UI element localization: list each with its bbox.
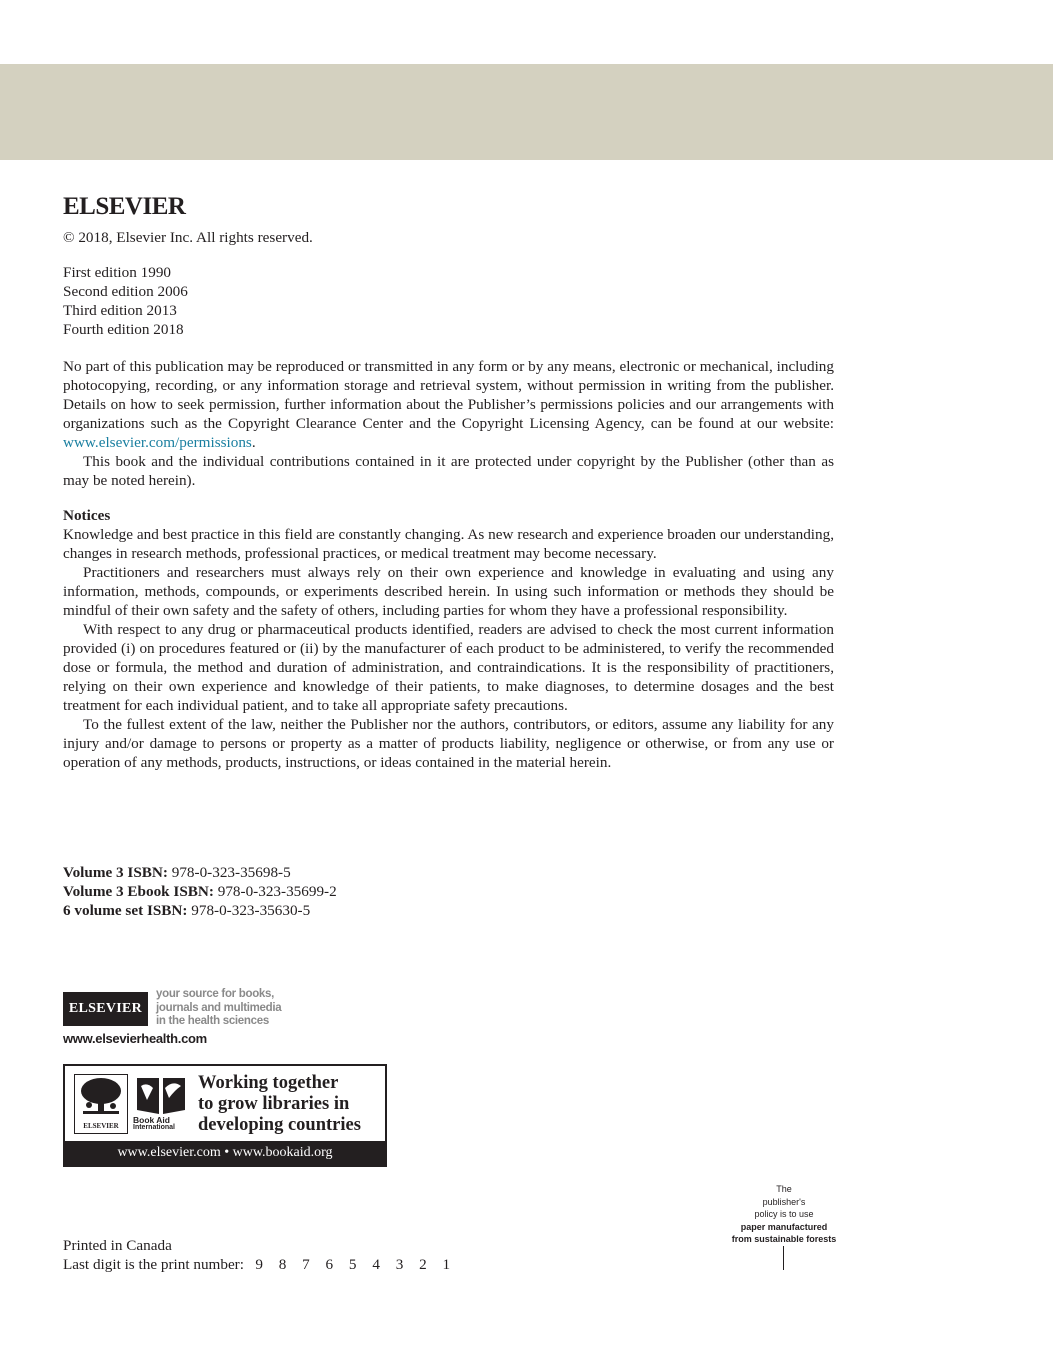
tagline-line: journals and multimedia (156, 1001, 282, 1014)
copyright-line: © 2018, Elsevier Inc. All rights reserved. (63, 229, 313, 246)
rights-text: No part of this publication may be reproduced or transmitted in any form or by any means, electronic or mechanical, including photocopying, recording, or any information storage and retrieval system, without permission in writing from the publisher. Details on how to seek permission, further information about the Publisher’s permissions policies and our arrangements with organizations such as the Copyright Clearance Center and the Copyright Licensing Agency, can be found at our website: (63, 358, 834, 432)
isbn-label: Volume 3 ISBN: (63, 864, 168, 881)
rights-statement (63, 357, 834, 490)
book-aid-name: Book Aid (133, 1115, 170, 1125)
notice-paragraph: With respect to any drug or pharmaceutical products identified, readers are advised to check the most current information provided (i) on procedures featured or (ii) by the manufacturer of each product to be administered, to verify the recommended dose or formula, the method and duration of administration, and contraindications. It is the responsibility of practitioners, relying on their own experience and knowledge of their patients, to make diagnoses, to determine dosages and the best treatment for each individual patient, and to take all appropriate safety precautions. (63, 621, 834, 714)
book-aid-caption (133, 1116, 175, 1132)
tagline-line: in the health sciences (156, 1015, 269, 1027)
notice-paragraph: Practitioners and researchers must always rely on their own experience and knowledge in evaluating and using any information, methods, compounds, or experiments described herein. In using such information or methods they should be mindful of their own safety and the safety of others, including parties for whom they have a professional responsibility. (63, 564, 834, 619)
edition-line: Second edition 2006 (63, 283, 188, 300)
health-url[interactable]: www.elsevierhealth.com (63, 1031, 207, 1046)
forest-line: publisher's (762, 1196, 806, 1207)
health-tagline (156, 988, 306, 1029)
tagline-line: your source for books, (156, 988, 275, 1000)
book-aid-urls[interactable]: www.elsevier.com • www.bookaid.org (65, 1141, 385, 1165)
forest-line: policy is to use (754, 1209, 814, 1219)
elsevier-tree-logo (74, 1074, 128, 1134)
forest-line-bold: paper manufactured (740, 1221, 828, 1232)
notice-paragraph: To the fullest extent of the law, neither the Publisher nor the authors, contributors, or editors, assume any liability for any injury and/or damage to persons or property as a matter of products liability, negligence or otherwise, or from any use or operation of any methods, products, instructions, or ideas contained in the material herein. (63, 716, 834, 771)
isbn-value: 978-0-323-35699-2 (217, 883, 337, 900)
rights-text-end: . (251, 434, 256, 451)
forest-line-bold: from sustainable forests (731, 1234, 837, 1244)
elsevier-health-logo: ELSEVIER (63, 992, 148, 1026)
forest-line: The (776, 1184, 792, 1194)
slogan-line: Working together (198, 1073, 339, 1093)
tree-caption: ELSEVIER (83, 1122, 119, 1130)
isbn-line (63, 882, 337, 901)
forest-divider (783, 1246, 784, 1270)
forestry-policy-note (728, 1183, 840, 1246)
slogan-line: to grow libraries in (198, 1094, 350, 1114)
isbn-line (63, 901, 337, 920)
header-band (0, 64, 1053, 160)
notices-heading: Notices (63, 507, 111, 524)
isbn-line (63, 863, 337, 882)
notice-paragraph: Knowledge and best practice in this field are constantly changing. As new research and experience broaden our understanding, changes in research methods, professional practices, or medical treatment may become necessary. (63, 526, 834, 562)
slogan-line: developing countries (198, 1115, 361, 1135)
isbn-list (63, 863, 337, 920)
print-number-digits: 9 8 7 6 5 4 3 2 1 (255, 1256, 451, 1273)
edition-line: First edition 1990 (63, 264, 172, 281)
print-info (63, 1236, 450, 1274)
permissions-link[interactable]: www.elsevier.com/permissions (63, 434, 252, 451)
book-aid-slogan (198, 1073, 383, 1136)
print-number-label: Last digit is the print number: (63, 1256, 244, 1273)
isbn-label: Volume 3 Ebook ISBN: (63, 883, 214, 900)
isbn-label: 6 volume set ISBN: (63, 902, 188, 919)
print-number-line (63, 1255, 450, 1274)
rights-paragraph (63, 357, 834, 452)
isbn-value: 978-0-323-35698-5 (171, 864, 291, 881)
copyright-protection-paragraph: This book and the individual contributions contained in it are protected under copyright by the Publisher (other than as may be noted herein). (63, 453, 834, 489)
publisher-wordmark: ELSEVIER (63, 193, 186, 220)
book-aid-international: International (133, 1124, 176, 1131)
book-aid-banner (63, 1064, 387, 1167)
printed-country: Printed in Canada (63, 1237, 172, 1254)
tree-icon (75, 1075, 127, 1119)
isbn-value: 978-0-323-35630-5 (191, 902, 311, 919)
edition-list (63, 263, 188, 339)
edition-line: Fourth edition 2018 (63, 321, 184, 338)
edition-line: Third edition 2013 (63, 302, 177, 319)
notices-section (63, 506, 834, 772)
